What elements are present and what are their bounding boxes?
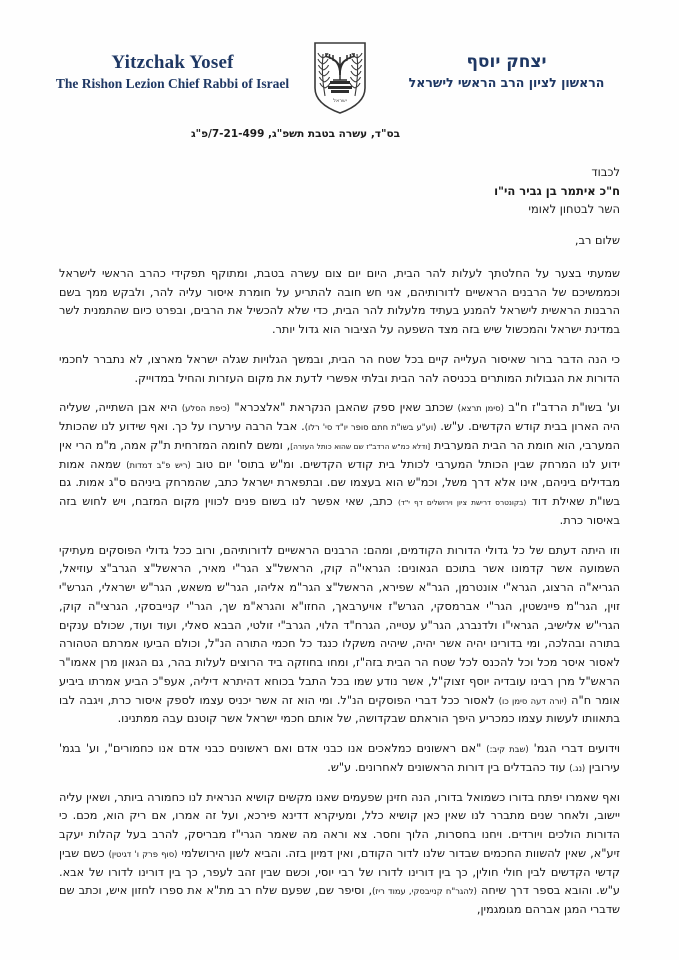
paragraph-2: כי הנה הדבר ברור שאיסור העלייה קיים בכל שטח הר הבית, ובמשך הגלויות שגלה ישראל מארצו, לא נתברר לחכמי הדורות את הגבולות המותרים בכניסה להר הבית ובלתי אפשרי לדעת את מקום העזרות והחיל במדוייק. — [59, 352, 620, 385]
p3-text-c: היא אבן השתייה, שעליה היה הארון בבית קודש הקדשים. ע"ש. — [59, 401, 620, 433]
p3-citation-5: (ריש פ"ב דמדות) — [126, 459, 191, 470]
letterhead-english-name: Yitzchak Yosef — [111, 52, 234, 73]
paragraph-3 — [59, 399, 620, 530]
p3-citation-3: (וע"ע בשו"ת חתם סופר יו"ד סי' רלו) — [304, 422, 437, 432]
p6-text-b: כשם שבין קדשי הקדשים לבין חולי חולין, כך בין דורינו לדורו של רבי יוסי, וכשם שבין זהב לעפר, כך בין דורינו לדורו של אבא. ע"ש. והובא בספר דרך שיחה — [59, 846, 620, 898]
p4-text-b: לאסור ככל דברי הפוסקים הנ"ל. ומי הוא זה אשר יכניס עצמו לספק איסור כרת, ויגבה לבו בתאוותו לעשות עצמו כמכריע היפך הוראתם שבקדושה, של אותם חכמי ישראל אשר קוטנם עבה ממתנינו. — [59, 693, 620, 726]
p5-citation-2: (נג.) — [569, 762, 586, 773]
addressee-line-3: השר לבטחון לאומי — [528, 202, 620, 217]
letter-body — [59, 232, 620, 930]
p5-text-b: "אם ראשונים כמלאכים אנו כבני אדם ואם ראשונים כבני אדם אנו כחמורים", וע' בגמ' עירובין — [59, 742, 620, 774]
p3-citation-6: (בקונטרס דרישת ציון וירושלים דף י"ד) — [397, 498, 527, 507]
letterhead-english — [39, 38, 307, 92]
p3-citation-2: (כיפת הסלע) — [181, 403, 230, 414]
p3-citation-4: [ודלא כמ"ש הרדב"ז שם שהוא כותל העזרה] — [290, 441, 431, 451]
addressee-line-2: ח"כ איתמר בן גביר הי"ו — [494, 183, 620, 198]
addressee-block — [494, 163, 620, 219]
salutation: שלום רב, — [574, 234, 620, 247]
p5-text-c: עוד כהבדלים בין דורות הראשונים לאחרונים. ע"ש. — [327, 760, 570, 774]
letterhead-english-title: The Rishon Lezion Chief Rabbi of Israel — [55, 75, 290, 91]
letterhead-hebrew — [373, 38, 641, 90]
p6-citation-1: (סוף פרק ו' דגיטין) — [108, 848, 178, 859]
svg-text:ישראל: ישראל — [332, 98, 347, 104]
p3-text-d: . אבל הרבה עירערו על כך. ואף שידוע לנו שהכותל המערבי, הוא חומת הר הבית המערבית — [59, 420, 620, 452]
p4-citation-1: (יורה דעה סימן כו) — [498, 695, 567, 706]
p3-text-a: וע' בשו"ת הרדב"ז ח"ב — [503, 401, 621, 415]
paragraph-5 — [59, 740, 620, 778]
addressee-line-1: לכבוד — [591, 165, 620, 179]
p3-text-e: , ומשם לחומה המזרחית ת"ק אמה, מ"מ הרי אין ידוע לנו המרחק שבין הכותל המערבי לכותל בית קודש הקדשים. ומ"ש בתוס' יום טוב — [59, 438, 621, 471]
date-reference-line: בס"ד, עשרה בטבת תשפ"ג, 7-21-499/פ"ג — [190, 128, 400, 140]
israel-state-emblem-icon — [307, 38, 373, 116]
p3-text-g: כתב, שאי אפשר לנו בשום פנים לכווין מקום המזבח, ויש לחוש בזה באיסור כרת. — [59, 495, 620, 527]
paragraph-4 — [59, 542, 620, 730]
p3-text-b: שכתב שאין ספק שהאבן הנקראת "אלצכרא" — [229, 401, 458, 415]
p3-citation-1: (סימן תרצא) — [457, 403, 504, 414]
p5-text-a: וידועים דברי הגמ' — [528, 742, 620, 755]
p5-citation-1: (שבת קיב:) — [486, 744, 529, 754]
p6-text-a: ואף שאמרו יפתח בדורו כשמואל בדורו, הנה חזינן שפעמים שאנו מקשים קושיא הנראית לנו כחמורה ביותר, ושאין עליה יישוב, ולאחר שנים מתברר לנו שאין כאן קושיא כלל, ומעיקרא דדינא פירכא, ועל זה אמרו, אם ריק הוא, מכם. כי הדורות הולכים ויורדים. ויחנו בחסרות, הלוך וחסר. צא וראה מה שאמר הגרי"ז מבריסק, להרב בעל קהלות יעקב זיע"א, שאין להשוות החכמים שבדור שלנו לדור הקודם, ואין דמיון בזה. והביא לשון הירושלמי — [59, 790, 621, 860]
letterhead-hebrew-title: הראשון לציון הרב הראשי לישראל — [408, 75, 605, 91]
p6-citation-2: (להגר"ח קנייבסקי, עמוד ריז) — [372, 886, 477, 897]
letterhead-hebrew-name: יצחק יוסף — [466, 52, 547, 72]
letterhead — [0, 38, 679, 118]
paragraph-6 — [59, 789, 620, 920]
p6-text-c: , וסיפר שם, שפעם שלח רב מת"א את ספרו לחזון איש, וכתב שם שדברי המגן אברהם מגומגמין, — [59, 884, 620, 916]
p3-text-f: שמאה אמות מבדילים ביניהם, אינו אלא דרך משל, וכמ"ש הוא בעצמו שם. ובתפארת ישראל כתב, שהמרחק ביניהם ס"ג אמות. גם בשו"ת שאילת דוד — [59, 457, 620, 508]
p4-text-a: וזו היתה דעתם של כל גדולי הדורות הקודמים, ומהם: הרבנים הראשיים לדורותיהם, ורוב ככל גדולי הפוסקים מעתיקי השמועה אשר קדמונו אשר בתוכם הגאונים: הגראי"ה קוק, הראשל"צ הגר"י מאיר, הראשל"צ הגרב"צ עוזיאל, הגריא"ה הרצוג, הגרא"י אונטרמן, הגר"א שפירא, הראשל"צ הגר"מ אליהו, הגר"ש משאש, הגר"ש ישראלי, הגרש"י זוין, הגר"מ פיינשטין, הגר"י אברמסקי, הגרש"ז אויערבאך, החזו"א והגרא"מ שך, הגר"י קנייבסקי, הגרצי"ה קוק, הגרי"ש אלישיב, הגראי"ו ולדנברג, הגר"ע עטייה, הגרח"ד הלוי, הגרב"י זולטי, הבבא סאלי, ועוד ועוד, שכולם ענקים בתורה ובהלכה, ומי בדורינו יהיה אשר יהיה, שיהיה משקלו כנגד כל חכמי התורה הנ"ל, וכולם הביעו אמרתם הטהורה לאסור איסר מכל וכל להכנס לכל שטח הר הבית בזה"ז, ומחו בחוזקה ביד הרוצים לעלות בהר, גם הגאון מרן אאמו"ר הראש"ל מרן רבינו עובדיה יוסף זצוק"ל, אשר נודע שמו בכל התבל בכוחא דהיתרא דיליה, אעפ"כ הביע אמרתו ביביע אומר ח"ה — [59, 543, 620, 707]
paragraph-1: שמעתי בצער על החלטתך לעלות להר הבית, היום יום צום עשרה בטבת, ומתוקף תפקידי כהרב הראשי לישראל וכממשיכם של הרבנים הראשיים לדורותיהם, אני חש חובה להתריע על חומרת איסור עליה להר, ולבקש ממך בשם הרבנות הראשית לישראל להמנע בעתיד מלעלות להר הבית, כדי שלא להכשיל את הרבים, ובפרט כיום שהתמנית לשר במדינת ישראל והמכשול שיש בזה מצד השפעה על הציבור הוא גדול יותר. — [59, 266, 620, 336]
